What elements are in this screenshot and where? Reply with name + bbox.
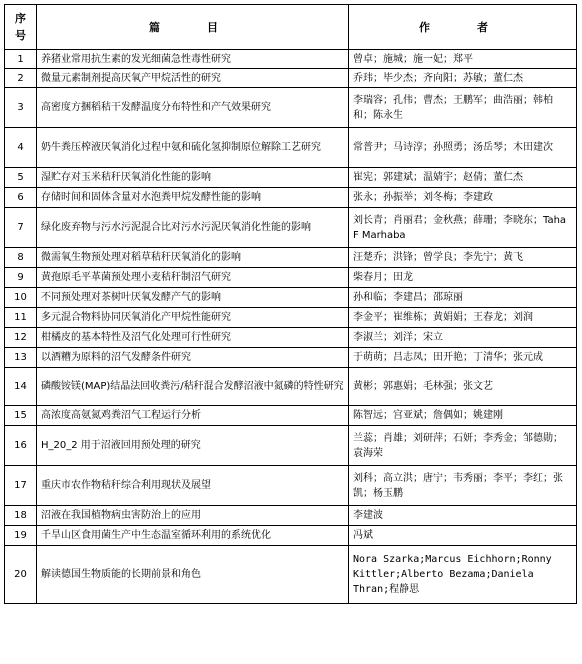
row-number: 14 [5,368,37,406]
header-row [5,5,577,50]
article-title: H_20_2 用于沼液回用预处理的研究 [37,426,349,466]
article-authors: 刘长青；肖丽君；金秋燕；薛珊；李晓东；Taha F Marhaba [349,208,577,248]
article-authors: 崔宪；郭建斌；温婧宇；赵倩；董仁杰 [349,168,577,188]
table-row [5,328,577,348]
article-authors: 张永；孙振举；刘冬梅；李建政 [349,188,577,208]
table-row [5,208,577,248]
article-title: 微量元素制剂提高厌氧产甲烷活性的研究 [37,69,349,88]
row-number: 5 [5,168,37,188]
table-row [5,546,577,604]
article-title: 重庆市农作物秸秆综合利用现状及展望 [37,466,349,506]
table-row [5,69,577,88]
article-authors: 黄彬；郭惠娟；毛林强；张文艺 [349,368,577,406]
header-number-line1: 序 [15,12,26,25]
article-title: 磷酸铵镁(MAP)结晶法回收粪污/秸秆混合发酵沼液中氮磷的特性研究 [37,368,349,406]
table-row [5,466,577,506]
table-row [5,526,577,546]
article-authors: 李淑兰；刘洋；宋立 [349,328,577,348]
header-number-line2: 号 [15,29,26,42]
article-title: 不同预处理对茶树叶厌氧发酵产气的影响 [37,288,349,308]
article-authors: 冯斌 [349,526,577,546]
article-authors: 陈智远；宫亚斌；詹偶如；姚建刚 [349,406,577,426]
article-authors: 刘科；高立洪；唐宁；韦秀丽；李平；李红；张凯；杨玉鹏 [349,466,577,506]
header-author: 作 者 [349,5,577,50]
article-title: 湿贮存对玉米秸秆厌氧消化性能的影响 [37,168,349,188]
article-title: 千旱山区食用菌生产中生态温室循环利用的系统优化 [37,526,349,546]
row-number: 3 [5,88,37,128]
row-number: 18 [5,506,37,526]
article-authors: 汪楚乔；洪锋；曾学良；李先宁；黄飞 [349,248,577,268]
article-title: 以酒糟为原料的沼气发酵条件研究 [37,348,349,368]
table-row [5,348,577,368]
row-number: 2 [5,69,37,88]
article-title: 多元混合物料协同厌氧消化产甲烷性能研究 [37,308,349,328]
row-number: 6 [5,188,37,208]
row-number: 9 [5,268,37,288]
table-row [5,128,577,168]
article-title: 沼液在我国植物病虫害防治上的应用 [37,506,349,526]
article-authors: 于萌萌；吕志凤；田开艳；丁清华；张元成 [349,348,577,368]
row-number: 16 [5,426,37,466]
table-row [5,426,577,466]
article-authors: 李瑞容；孔伟；曹杰；王鹏军；曲浩丽；韩柏和；陈永生 [349,88,577,128]
table-row [5,368,577,406]
article-title: 柑橘皮的基本特性及沼气化处理可行性研究 [37,328,349,348]
article-authors: 李金平；崔维栋；黄娟娟；王春龙；刘润 [349,308,577,328]
article-authors: 孙和临；李建昌；邵琼丽 [349,288,577,308]
row-number: 13 [5,348,37,368]
article-authors: 乔玮；毕少杰；齐向阳；苏敏；董仁杰 [349,69,577,88]
table-row [5,50,577,69]
row-number: 1 [5,50,37,69]
article-authors: 常普尹；马诗淳；孙照勇；汤岳琴；木田建次 [349,128,577,168]
article-title: 高浓度高氨氮鸡粪沼气工程运行分析 [37,406,349,426]
article-title: 微需氧生物预处理对稻草秸秆厌氧消化的影响 [37,248,349,268]
table-of-contents [4,4,577,604]
article-title: 养猪业常用抗生素的发光细菌急性毒性研究 [37,50,349,69]
row-number: 19 [5,526,37,546]
table-row [5,248,577,268]
article-authors: 兰蕊；肖雄；刘研萍；石妍；李秀金；邹德勋；袁海荣 [349,426,577,466]
article-authors: Nora Szarka;Marcus Eichhorn;Ronny Kittler;Alberto Bezama;Daniela Thran;程静思 [349,546,577,604]
table-row [5,188,577,208]
row-number: 4 [5,128,37,168]
row-number: 8 [5,248,37,268]
article-title: 高密度方捆稻秸干发酵温度分布特性和产气效果研究 [37,88,349,128]
article-title: 解读德国生物质能的长期前景和角色 [37,546,349,604]
article-title: 存储时间和固体含量对水泡粪甲烷发酵性能的影响 [37,188,349,208]
article-authors: 柴春月；田龙 [349,268,577,288]
article-title: 黄孢原毛平革菌预处理小麦秸秆制沼气研究 [37,268,349,288]
article-title: 奶牛粪压榨液厌氧消化过程中氨和硫化氢抑制原位解除工艺研究 [37,128,349,168]
table-row [5,288,577,308]
row-number: 7 [5,208,37,248]
header-title: 篇 目 [37,5,349,50]
table-row [5,168,577,188]
row-number: 11 [5,308,37,328]
table-row [5,268,577,288]
article-title: 绿化废弃物与污水污泥混合比对污水污泥厌氧消化性能的影响 [37,208,349,248]
header-number [5,5,37,50]
row-number: 17 [5,466,37,506]
row-number: 15 [5,406,37,426]
row-number: 12 [5,328,37,348]
table-row [5,88,577,128]
row-number: 10 [5,288,37,308]
table-row [5,406,577,426]
article-authors: 曾卓；施城；施一妃；郑平 [349,50,577,69]
row-number: 20 [5,546,37,604]
table-row [5,308,577,328]
table-row [5,506,577,526]
article-authors: 李建波 [349,506,577,526]
